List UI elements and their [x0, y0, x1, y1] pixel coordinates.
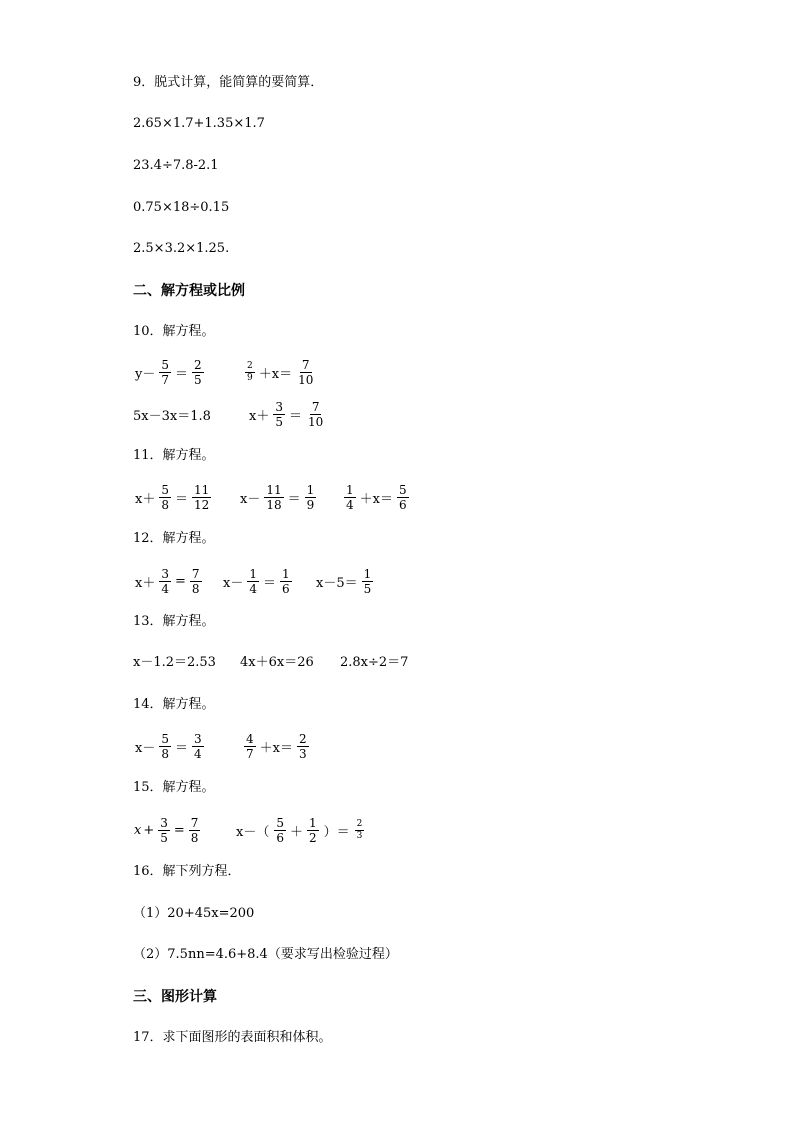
q16-item-2: （2）7.5nn=4.6+8.4（要求写出检验过程） [133, 947, 398, 962]
q14-equation-1: x－ $\frac{5}{8}$ ＝ $\frac{3}{4}$ [135, 731, 202, 761]
q14-e1-frac-2: $\frac{3}{4}$ [194, 731, 202, 761]
q10-e1-frac-1: $\frac{5}{7}$ [161, 357, 169, 387]
q16-item-1: （1）20+45x=200 [133, 906, 255, 921]
q14-equation-2: $\frac{4}{7}$ ＋x＝ $\frac{2}{3}$ [246, 731, 307, 761]
q12-equation-2: x－ $\frac{1}{4}$ ＝ $\frac{1}{6}$ [223, 566, 290, 596]
q10-e2-frac-2: $\frac{7}{10}$ [298, 357, 314, 387]
q12-e1-frac-2: $\frac{7}{8}$ [191, 566, 200, 596]
q10-e1-frac-2: $\frac{2}{5}$ [194, 357, 202, 387]
q10-equation-3: 5x－3x＝1.8 [133, 408, 211, 424]
q11-equation-2: x－ $\frac{11}{18}$ ＝ $\frac{1}{9}$ [240, 482, 315, 512]
q10-equation-4 [247, 397, 327, 431]
q10-e4-frac-2: $\frac{7}{10}$ [308, 399, 324, 429]
q12-e1-frac-1: $\frac{3}{4}$ [161, 566, 169, 596]
q11-e2-frac-1: $\frac{11}{18}$ [266, 482, 282, 512]
q14-e1-frac-1: $\frac{5}{8}$ [161, 731, 169, 761]
q10-e4-pre: x＋ [249, 408, 270, 424]
q12-title: 12．解方程。 [133, 531, 215, 546]
q11-title: 11．解方程。 [133, 448, 215, 463]
q15-equation-2: x－（ $\frac{5}{6}$ ＋ $\frac{1}{2}$ ）＝ $\frac{2}{3}$ [236, 815, 363, 845]
section-2-heading: 二、解方程或比例 [133, 283, 245, 299]
q11-e2-frac-2: $\frac{1}{9}$ [306, 482, 315, 512]
q14-title: 14．解方程。 [133, 697, 215, 712]
q9-item-2: 23.4÷7.8-2.1 [133, 158, 219, 173]
q9-item-3: 0.75×18÷0.15 [133, 200, 230, 215]
q11-e1-frac-1: $\frac{5}{8}$ [161, 482, 169, 512]
q9-title: 9．脱式计算，能简算的要简算． [133, 75, 324, 90]
q12-equation-3: x－5＝ $\frac{1}{5}$ [316, 566, 372, 596]
q10-e2-frac-1: $\frac{2}{9}$ [247, 360, 253, 383]
q15-e2-frac-3: $\frac{2}{3}$ [356, 818, 363, 841]
q12-e3-frac-1: $\frac{1}{5}$ [363, 566, 372, 596]
q11-equation-1: x＋ $\frac{5}{8}$ ＝ $\frac{11}{12}$ [135, 482, 210, 512]
q10-e4-frac-1: $\frac{3}{5}$ [275, 399, 283, 429]
q9-item-1: 2.65×1.7+1.35×1.7 [133, 116, 265, 131]
q14-e2-frac-2: $\frac{2}{3}$ [298, 731, 307, 761]
q15-e1-frac-2: $\frac{7}{8}$ [190, 815, 199, 845]
q15-equation-1: x + $\frac{3}{5}$ = $\frac{7}{8}$ [134, 815, 199, 845]
section-3-heading: 三、图形计算 [133, 989, 217, 1005]
q11-e1-frac-2: $\frac{11}{12}$ [194, 482, 210, 512]
q15-e1-frac-1: $\frac{3}{5}$ [160, 815, 168, 845]
q13-equation-2: 4x＋6x＝26 [240, 655, 314, 670]
q17-title: 17．求下面图形的表面积和体积。 [133, 1030, 332, 1045]
q11-equation-3: $\frac{1}{4}$ ＋x＝ $\frac{5}{6}$ [346, 482, 407, 512]
q16-title: 16．解下列方程． [133, 864, 241, 879]
q10-equation-2 [243, 355, 317, 389]
q11-e3-frac-1: $\frac{1}{4}$ [346, 482, 354, 512]
q10-equation-1 [133, 355, 206, 389]
q15-title: 15．解方程。 [133, 780, 215, 795]
q10-title: 10．解方程。 [133, 324, 215, 339]
q13-equation-1: x－1.2＝2.53 [133, 655, 216, 670]
q12-e2-frac-1: $\frac{1}{4}$ [249, 566, 257, 596]
q14-e2-frac-1: $\frac{4}{7}$ [246, 731, 254, 761]
q10-e1-equals: ＝ [175, 366, 189, 382]
q9-item-4: 2.5×3.2×1.25. [133, 241, 230, 256]
q13-title: 13．解方程。 [133, 614, 215, 629]
q10-e2-mid: ＋x＝ [258, 366, 293, 382]
q13-equation-3: 2.8x÷2＝7 [340, 655, 409, 670]
q12-e2-frac-2: $\frac{1}{6}$ [282, 566, 290, 596]
q15-e2-frac-2: $\frac{1}{2}$ [309, 815, 317, 845]
q15-e2-frac-1: $\frac{5}{6}$ [276, 815, 284, 845]
q11-e3-frac-2: $\frac{5}{6}$ [398, 482, 407, 512]
q10-e1-pre: y－ [135, 366, 156, 382]
q12-equation-1: x＋ $\frac{3}{4}$ = $\frac{7}{8}$ [135, 566, 200, 596]
q10-e4-equals: ＝ [288, 408, 302, 424]
